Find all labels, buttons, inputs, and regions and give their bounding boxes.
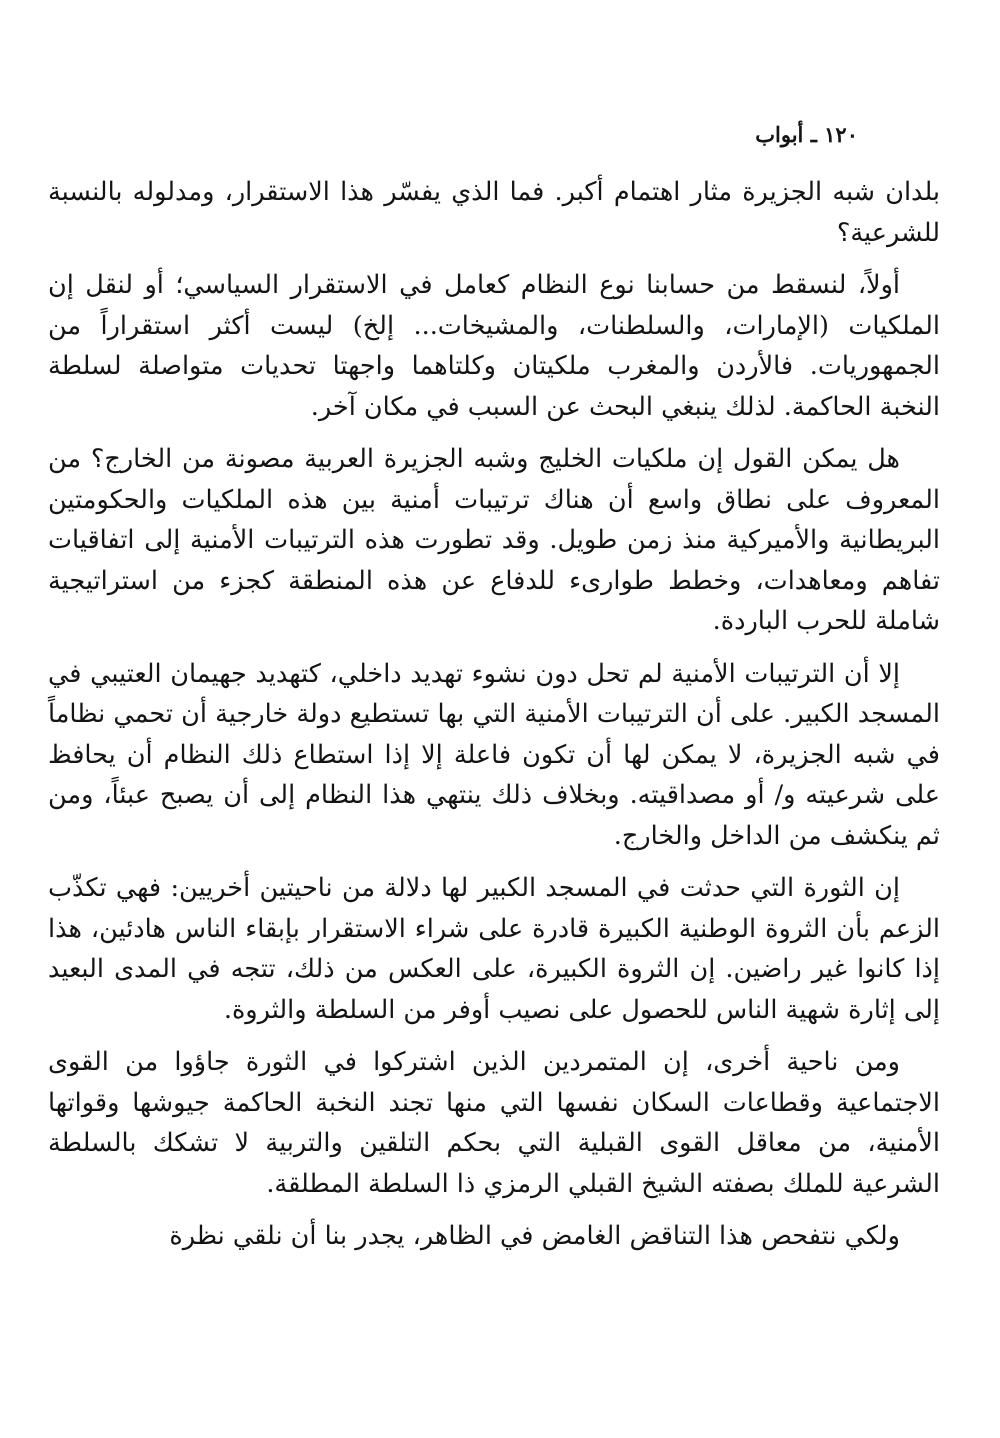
paragraph-internal-threat: إلا أن الترتيبات الأمنية لم تحل دون نشوء تهديد داخلي، كتهديد جهيمان العتيبي في المسجد الكبير. على أن الترتيبات الأمنية التي بها تستطيع دولة خارجية أن تحمي نظاماً في شبه الجزيرة، لا يمكن لها أن تكون فاعلة إلا إذا استطاع ذلك النظام أن يحافظ على شرعيته و/ أو مصداقيته. وبخلاف ذلك ينتهي هذا النظام إلى أن يصبح عبئاً، ومن ثم ينكشف من الداخل والخارج. [48, 658, 940, 851]
paragraph-continuation: بلدان شبه الجزيرة مثار اهتمام أكبر. فما الذي يفسّر هذا الاستقرار، ومدلوله بالنسبة للشرعية؟ [48, 177, 940, 248]
paragraph-rebels-origin: ومن ناحية أخرى، إن المتمردين الذين اشتركوا في الثورة جاؤوا من القوى الاجتماعية وقطاعات السكان نفسها التي منها تجند النخبة الحاكمة جيوشها وقواتها الأمنية، من معاقل القوى القبلية التي بحكم التلقين والتربية لا تشكك بالسلطة الشرعية للملك بصفته الشيخ القبلي الرمزي ذا السلطة المطلقة. [48, 1047, 940, 1199]
running-header: ١٢٠ ـ أبواب [755, 122, 858, 147]
body-text [48, 172, 940, 1269]
paragraph-great-mosque-revolt: إن الثورة التي حدثت في المسجد الكبير لها دلالة من ناحيتين أخريين: فهي تكذّب الزعم بأن الثروة الوطنية الكبيرة قادرة على شراء الاستقرار بإبقاء الناس هادئين، هذا إذا كانوا غير راضين. إن الثروة الكبيرة، على العكس من ذلك، تتجه في المدى البعيد إلى إثارة شهية الناس للحصول على نصيب أوفر من السلطة والثروة. [48, 873, 940, 1025]
paragraph-regime-type: أولاً، لنسقط من حسابنا نوع النظام كعامل في الاستقرار السياسي؛ أو لنقل إن الملكيات (الإمارات، والسلطنات، والمشيخات... إلخ) ليست أكثر استقراراً من الجمهوريات. فالأردن والمغرب ملكيتان وكلتاهما واجهتا تحديات متواصلة لسلطة النخبة الحاكمة. لذلك ينبغي البحث عن السبب في مكان آخر. [48, 270, 940, 422]
paragraph-closing-fragment: ولكي نتفحص هذا التناقض الغامض في الظاهر، يجدر بنا أن نلقي نظرة [169, 1221, 900, 1251]
paragraph-external-security: هل يمكن القول إن ملكيات الخليج وشبه الجزيرة العربية مصونة من الخارج؟ من المعروف على نطاق واسع أن هناك ترتيبات أمنية بين هذه الملكيات والحكومتين البريطانية والأميركية منذ زمن طويل. وقد تطورت هذه الترتيبات الأمنية إلى اتفاقيات تفاهم ومعاهدات، وخطط طوارىء للدفاع عن هذه المنطقة كجزء من استراتيجية شاملة للحرب الباردة. [48, 444, 940, 636]
